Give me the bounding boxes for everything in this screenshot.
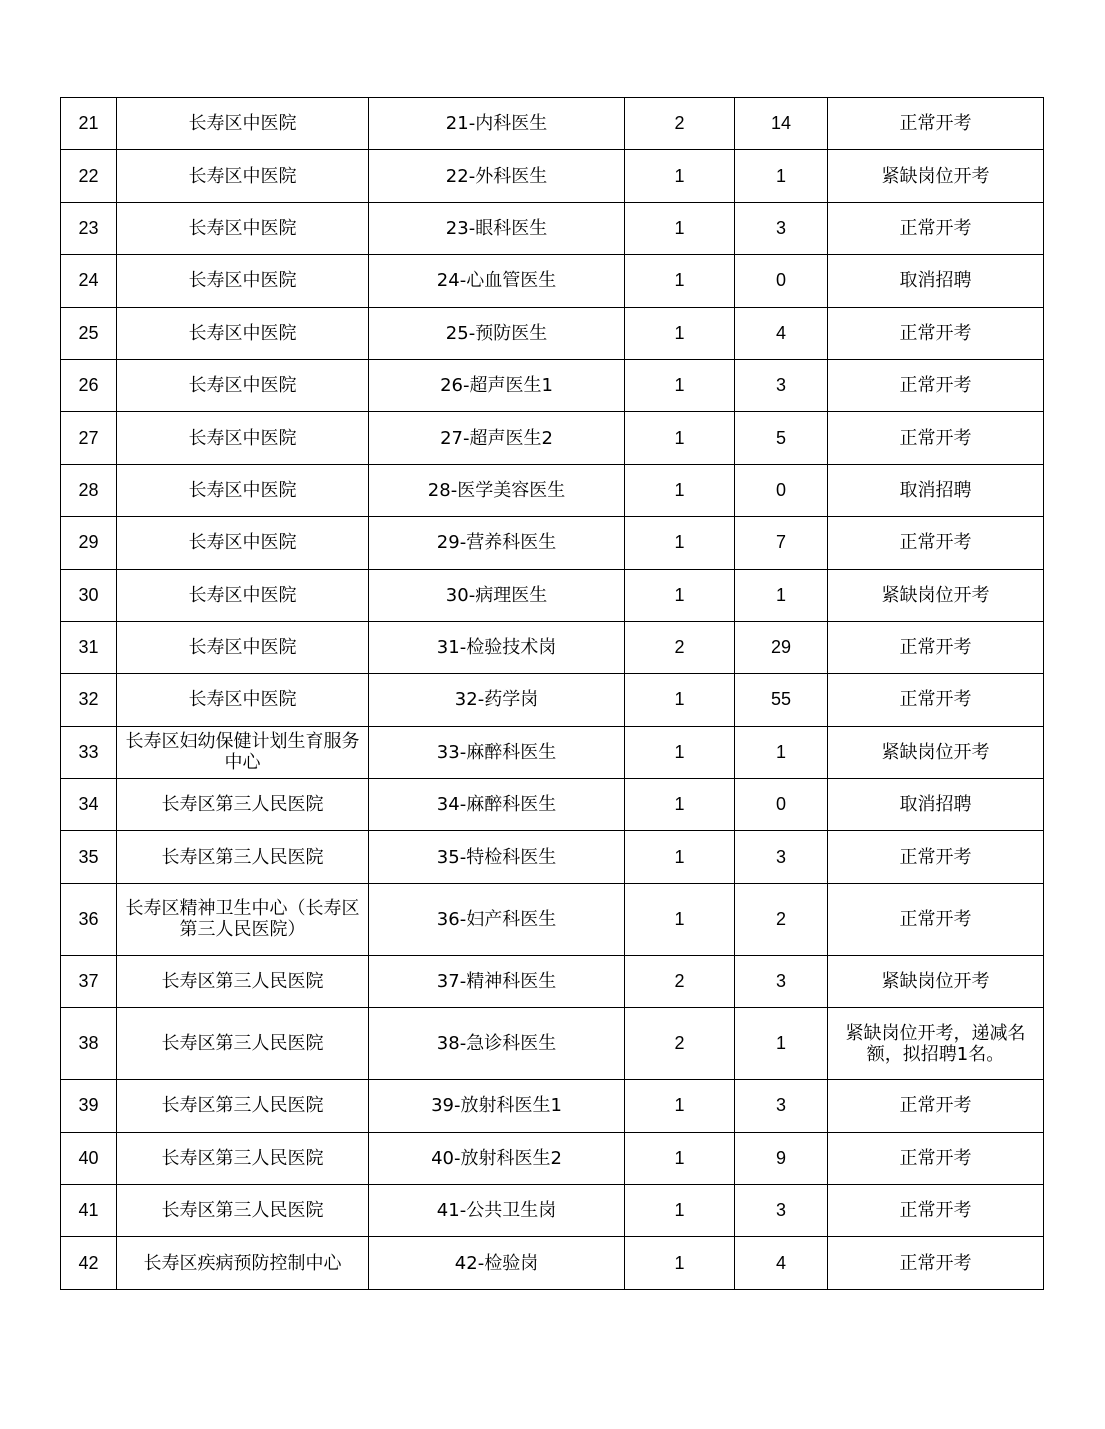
cell-unit: 长寿区中医院	[117, 569, 369, 621]
cell-unit: 长寿区第三人民医院	[117, 1132, 369, 1184]
table-row	[61, 359, 1044, 411]
cell-quota: 2	[625, 621, 735, 673]
cell-unit: 长寿区中医院	[117, 464, 369, 516]
cell-post: 22-外科医生	[369, 150, 625, 202]
cell-post: 23-眼科医生	[369, 202, 625, 254]
table-row	[61, 569, 1044, 621]
cell-number: 24	[61, 255, 117, 307]
cell-unit: 长寿区精神卫生中心（长寿区第三人民医院）	[117, 883, 369, 955]
table-row	[61, 955, 1044, 1007]
cell-applicants: 3	[735, 1185, 828, 1237]
cell-number: 22	[61, 150, 117, 202]
cell-applicants: 1	[735, 150, 828, 202]
cell-quota: 1	[625, 883, 735, 955]
cell-unit: 长寿区第三人民医院	[117, 1185, 369, 1237]
cell-number: 39	[61, 1080, 117, 1132]
cell-quota: 1	[625, 517, 735, 569]
cell-number: 29	[61, 517, 117, 569]
cell-applicants: 4	[735, 1237, 828, 1289]
cell-unit: 长寿区中医院	[117, 359, 369, 411]
table-row	[61, 517, 1044, 569]
table-row	[61, 831, 1044, 883]
cell-applicants: 29	[735, 621, 828, 673]
cell-quota: 2	[625, 1008, 735, 1080]
cell-unit: 长寿区中医院	[117, 621, 369, 673]
cell-number: 40	[61, 1132, 117, 1184]
cell-status: 取消招聘	[828, 255, 1044, 307]
cell-post: 34-麻醉科医生	[369, 779, 625, 831]
cell-applicants: 55	[735, 674, 828, 726]
recruitment-table	[60, 97, 1044, 1290]
cell-unit: 长寿区第三人民医院	[117, 779, 369, 831]
cell-unit: 长寿区中医院	[117, 202, 369, 254]
cell-number: 30	[61, 569, 117, 621]
cell-applicants: 3	[735, 955, 828, 1007]
cell-unit: 长寿区中医院	[117, 150, 369, 202]
cell-unit: 长寿区第三人民医院	[117, 1008, 369, 1080]
cell-applicants: 1	[735, 569, 828, 621]
cell-applicants: 1	[735, 1008, 828, 1080]
cell-post: 25-预防医生	[369, 307, 625, 359]
table-row	[61, 726, 1044, 778]
cell-applicants: 5	[735, 412, 828, 464]
cell-status: 紧缺岗位开考	[828, 726, 1044, 778]
table-row	[61, 464, 1044, 516]
table-row	[61, 202, 1044, 254]
table-row	[61, 779, 1044, 831]
cell-unit: 长寿区中医院	[117, 517, 369, 569]
cell-quota: 1	[625, 674, 735, 726]
cell-post: 29-营养科医生	[369, 517, 625, 569]
cell-quota: 1	[625, 464, 735, 516]
table-body	[61, 98, 1044, 1290]
cell-quota: 1	[625, 569, 735, 621]
cell-post: 40-放射科医生2	[369, 1132, 625, 1184]
cell-unit: 长寿区中医院	[117, 98, 369, 150]
cell-post: 41-公共卫生岗	[369, 1185, 625, 1237]
cell-status: 正常开考	[828, 883, 1044, 955]
cell-number: 37	[61, 955, 117, 1007]
table-row	[61, 621, 1044, 673]
cell-post: 38-急诊科医生	[369, 1008, 625, 1080]
cell-quota: 1	[625, 779, 735, 831]
cell-status: 取消招聘	[828, 464, 1044, 516]
cell-quota: 1	[625, 202, 735, 254]
cell-unit: 长寿区中医院	[117, 674, 369, 726]
cell-status: 紧缺岗位开考，递减名额，拟招聘1名。	[828, 1008, 1044, 1080]
cell-unit: 长寿区第三人民医院	[117, 831, 369, 883]
cell-post: 26-超声医生1	[369, 359, 625, 411]
cell-quota: 1	[625, 1132, 735, 1184]
cell-quota: 1	[625, 412, 735, 464]
cell-number: 25	[61, 307, 117, 359]
cell-applicants: 1	[735, 726, 828, 778]
cell-status: 紧缺岗位开考	[828, 955, 1044, 1007]
cell-number: 27	[61, 412, 117, 464]
cell-post: 30-病理医生	[369, 569, 625, 621]
cell-status: 正常开考	[828, 1080, 1044, 1132]
table-row	[61, 1185, 1044, 1237]
cell-applicants: 0	[735, 779, 828, 831]
table-row	[61, 1132, 1044, 1184]
cell-applicants: 14	[735, 98, 828, 150]
cell-quota: 1	[625, 1237, 735, 1289]
table-row	[61, 1080, 1044, 1132]
cell-post: 28-医学美容医生	[369, 464, 625, 516]
cell-quota: 1	[625, 1185, 735, 1237]
table-row	[61, 307, 1044, 359]
cell-status: 紧缺岗位开考	[828, 569, 1044, 621]
cell-status: 正常开考	[828, 202, 1044, 254]
cell-number: 31	[61, 621, 117, 673]
cell-post: 32-药学岗	[369, 674, 625, 726]
cell-unit: 长寿区疾病预防控制中心	[117, 1237, 369, 1289]
cell-applicants: 3	[735, 359, 828, 411]
cell-number: 23	[61, 202, 117, 254]
cell-applicants: 9	[735, 1132, 828, 1184]
cell-applicants: 3	[735, 1080, 828, 1132]
cell-post: 37-精神科医生	[369, 955, 625, 1007]
table-row	[61, 883, 1044, 955]
cell-number: 21	[61, 98, 117, 150]
cell-status: 正常开考	[828, 831, 1044, 883]
cell-number: 28	[61, 464, 117, 516]
cell-post: 36-妇产科医生	[369, 883, 625, 955]
cell-number: 34	[61, 779, 117, 831]
cell-post: 21-内科医生	[369, 98, 625, 150]
cell-quota: 1	[625, 1080, 735, 1132]
cell-number: 42	[61, 1237, 117, 1289]
cell-quota: 2	[625, 98, 735, 150]
cell-applicants: 7	[735, 517, 828, 569]
cell-quota: 1	[625, 831, 735, 883]
cell-status: 正常开考	[828, 359, 1044, 411]
cell-status: 正常开考	[828, 674, 1044, 726]
cell-status: 正常开考	[828, 1132, 1044, 1184]
cell-unit: 长寿区第三人民医院	[117, 955, 369, 1007]
cell-status: 取消招聘	[828, 779, 1044, 831]
cell-quota: 1	[625, 255, 735, 307]
cell-status: 正常开考	[828, 98, 1044, 150]
cell-applicants: 3	[735, 831, 828, 883]
cell-quota: 2	[625, 955, 735, 1007]
cell-applicants: 2	[735, 883, 828, 955]
cell-post: 27-超声医生2	[369, 412, 625, 464]
cell-status: 正常开考	[828, 412, 1044, 464]
cell-number: 41	[61, 1185, 117, 1237]
cell-post: 31-检验技术岗	[369, 621, 625, 673]
cell-post: 33-麻醉科医生	[369, 726, 625, 778]
table-row	[61, 98, 1044, 150]
cell-number: 35	[61, 831, 117, 883]
table-row	[61, 674, 1044, 726]
cell-status: 紧缺岗位开考	[828, 150, 1044, 202]
cell-post: 39-放射科医生1	[369, 1080, 625, 1132]
cell-quota: 1	[625, 359, 735, 411]
table-row	[61, 1237, 1044, 1289]
cell-number: 36	[61, 883, 117, 955]
cell-unit: 长寿区中医院	[117, 255, 369, 307]
cell-unit: 长寿区妇幼保健计划生育服务中心	[117, 726, 369, 778]
cell-post: 42-检验岗	[369, 1237, 625, 1289]
cell-unit: 长寿区第三人民医院	[117, 1080, 369, 1132]
cell-quota: 1	[625, 307, 735, 359]
cell-post: 35-特检科医生	[369, 831, 625, 883]
cell-unit: 长寿区中医院	[117, 307, 369, 359]
table-row	[61, 412, 1044, 464]
cell-status: 正常开考	[828, 307, 1044, 359]
cell-status: 正常开考	[828, 1237, 1044, 1289]
cell-number: 33	[61, 726, 117, 778]
cell-status: 正常开考	[828, 517, 1044, 569]
table-row	[61, 150, 1044, 202]
cell-number: 32	[61, 674, 117, 726]
cell-applicants: 0	[735, 255, 828, 307]
cell-number: 38	[61, 1008, 117, 1080]
cell-post: 24-心血管医生	[369, 255, 625, 307]
cell-number: 26	[61, 359, 117, 411]
cell-status: 正常开考	[828, 621, 1044, 673]
cell-applicants: 3	[735, 202, 828, 254]
cell-applicants: 4	[735, 307, 828, 359]
table-row	[61, 1008, 1044, 1080]
table-row	[61, 255, 1044, 307]
cell-status: 正常开考	[828, 1185, 1044, 1237]
cell-quota: 1	[625, 150, 735, 202]
cell-unit: 长寿区中医院	[117, 412, 369, 464]
cell-applicants: 0	[735, 464, 828, 516]
cell-quota: 1	[625, 726, 735, 778]
